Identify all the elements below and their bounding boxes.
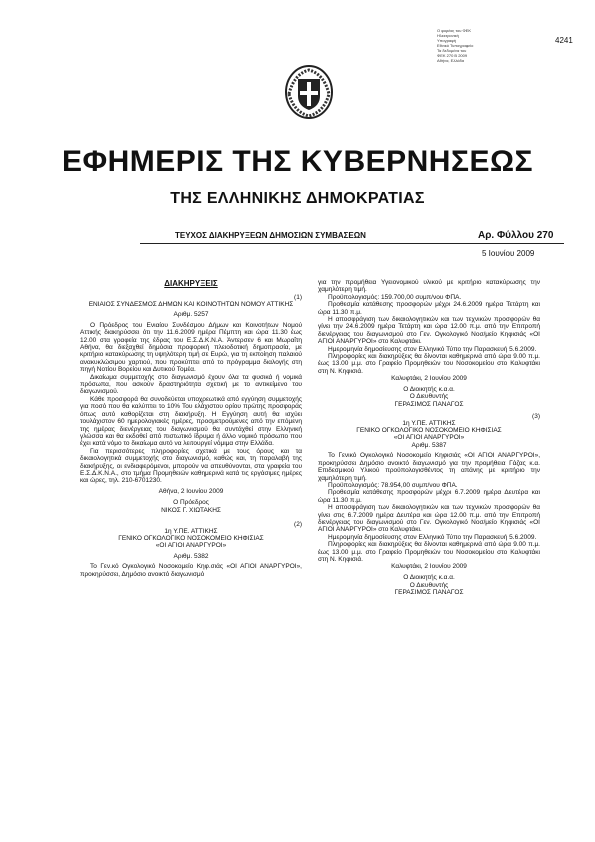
paragraph: Η αποσφράγιση των δικαιολογητικών και των τεχνικών προσφορών θα γίνει την 24.6.2009 ημέρα Τετάρτη και ώρα 12.00 π.μ. από την Επιτροπή διενέργειας του διαγωνισμού στο Γεν. Ογκολογικό Νοσ/μείο Κηφισιάς «ΟΙ ΑΓΙΟΙ ΑΝΑΡΓΥΡΟΙ» στο Καλυφτάκι.: [318, 316, 540, 346]
item-number: (1): [294, 294, 302, 301]
reference-number: Αριθμ. 5257: [173, 311, 209, 319]
coat-of-arms-emblem: [284, 64, 334, 120]
paragraph: Ημερομηνία δημοσίευσης στον Ελληνικό Τύπο την Παρασκευή 5.6.2009.: [328, 345, 537, 353]
reference-number: Αριθμ. 5382: [173, 552, 209, 560]
right-column: [318, 279, 540, 597]
signature-role: Ο Διοικητής κ.α.α.: [403, 385, 455, 393]
gazette-title: ΕΦΗΜΕΡΙΣ ΤΗΣ ΚΥΒΕΡΝΗΣΕΩΣ: [61, 145, 534, 178]
sheet-number: Αρ. Φύλλου 270: [478, 230, 554, 241]
organization-name: «ΟΙ ΑΓΙΟΙ ΑΝΑΡΓΥΡΟΙ»: [155, 542, 227, 550]
signature-role: Ο Διευθυντής: [409, 581, 449, 589]
signature-role: Ο Διευθυντής: [409, 393, 449, 401]
organization-name: ΕΝΙΑΙΟΣ ΣΥΝΔΕΣΜΟΣ ΔΗΜΩΝ ΚΑΙ ΚΟΙΝΟΤΗΤΩΝ ΝΟΜΟΥ ΑΤΤΙΚΗΣ: [88, 301, 294, 308]
signature-place-date: Αθήνα, 2 Ιουνίου 2009: [158, 487, 224, 495]
paragraph: Για περισσότερες πληροφορίες σχετικά με τους όρους και τα δικαιολογητικά συμμετοχής στο διαγωνισμό, καθώς και, τη παραλαβή της διακήρυξης, οι ενδιαφερόμενοι, μπορούν να απευθύνονται, στα γραφεία του Ε.Σ.Δ.Κ.Ν.Α., στο τμήμα Προμηθειών καθημερινά κατά τις εργάσιμες ημέρες και ώρες, τηλ. 210-6701230.: [80, 447, 302, 485]
paragraph: Ο Πρόεδρος του Ενιαίου Συνδέσμου Δήμων και Κοινοτήτων Νομού Αττικής διακηρύσσει ότι την 11.6.2009 ημέρα Πέμπτη και ώρα 11.30 έως 12.00 στα γραφεία της έδρας του Ε.Σ.Δ.Κ.Ν.Α. Άντερσεν 6 και Μωραΐτη Αθήνα, θα διεξαχθεί δημόσια προφορική πλειοδοτική δημοπρασία, με κριτήριο κατακύρωσης τη υψηλότερη τιμή σε Ευρώ, για τη εκποίηση παλαιού ανακυκλώσιμου χαρτιού, που προκύπτει από το πρόγραμμα διαλογής στη πηγή Νοτίου Βορείου και Δυτικού Τομέα.: [80, 321, 302, 374]
item-number: (2): [294, 520, 302, 528]
left-column: [80, 279, 302, 578]
paragraph: Το Γεν.κό Ογκολογικό Νοσοκομείο Κηφ.σιάς «ΟΙ ΑΓΙΟΙ ΑΝΑΡΓΥΡΟΙ», προκηρύσσει, Δημόσιο ανοικτό διαγωνισμό: [80, 563, 302, 578]
paragraph: Ημερομηνία δημοσίευσης στον Ελληνικό Τύπο την Παρασκευή 5.6.2009.: [328, 533, 537, 541]
header-rule: [140, 243, 564, 244]
issue-date: 5 Ιουνίου 2009: [482, 249, 535, 258]
organization-name: ΓΕΝΙΚΟ ΟΓΚΟΛΟΓΙΚΟ ΝΟΣΟΚΟΜΕΙΟ ΚΗΦΙΣΙΑΣ: [356, 427, 502, 435]
paragraph: Προθεσμία κατάθεσης προσφορών μέχρι 24.6.2009 ημέρα Τετάρτη και ώρα 11.30 π.μ.: [318, 301, 540, 316]
reference-number: Αριθμ. 5387: [411, 441, 447, 449]
signature-name: ΓΕΡΑΣΙΜΟΣ ΠΑΝΑΓΟΣ: [394, 401, 464, 409]
organization-name: «ΟΙ ΑΓΙΟΙ ΑΝΑΡΓΥΡΟΙ»: [393, 434, 465, 442]
signature-place-date: Καλυφτάκι, 2 Ιουνίου 2009: [391, 375, 467, 383]
signature-role: Ο Πρόεδρος: [173, 499, 209, 507]
signature-name: ΝΙΚΟΣ Γ. ΧΙΩΤΑΚΗΣ: [161, 506, 221, 514]
organization-name: 1η Υ.ΠΕ. ΑΤΤΙΚΗΣ: [402, 419, 456, 427]
item-number: (3): [532, 412, 540, 420]
signature-place-date: Καλυφτάκι, 2 Ιουνίου 2009: [391, 563, 467, 571]
paragraph: για την προμήθεια Υγειονομικού υλικού με κριτήριο κατακύρωσης την χαμηλότερη τιμή.: [318, 279, 540, 294]
paragraph: Πληροφορίες και διακηρύξεις θα δίνονται καθημερινά από ώρα 9.00 π.μ. έως 13.00 μ.μ. στο Γραφείο Προμηθειών του Νοσοκομείου στο Καλυφτάκι στη Ν. Κηφισιά.: [318, 541, 540, 563]
paragraph: Το Γενικό Ογκολογικό Νοσοκομείο Κηφισιάς «ΟΙ ΑΓΙΟΙ ΑΝΑΡΓΥΡΟΙ», προκηρύσσει Δημόσιο ανοικτό διαγωνισμό για την προμήθεια Γάζας κ.α. Επιδεσμικού Υλικού προϋπολογισθέντος τη απάνης με κριτήριο την χαμηλότερη τιμή.: [318, 452, 540, 482]
digital-signature-stamp: Ο φορέας του ΦΕΚ Ηλεκτρονική Υπογραφή Εθνικό Τυπογραφείο Τα δεδομένα του ΦΕΚ 270 Β 2009 Αθήνα, Ελλάδα: [437, 28, 474, 63]
gazette-subtitle: ΤΗΣ ΕΛΛΗΝΙΚΗΣ ΔΗΜΟΚΡΑΤΙΑΣ: [170, 190, 425, 207]
section-title: ΔΙΑΚΗΡΥΞΕΙΣ: [164, 279, 218, 288]
paragraph: Προϋπολογισμός: 78.954,00 συμπ/νου ΦΠΑ.: [328, 481, 458, 489]
signature-role: Ο Διοικητής κ.α.α.: [403, 573, 455, 581]
paragraph: Δικαίωμα συμμετοχής στο διαγωνισμό έχουν όλα τα φυσικά ή νομικά πρόσωπα, που ασκούν δραστηριότητα σχετική με το αντικείμενο του διαγωνισμού.: [80, 373, 302, 396]
page-number: 4241: [555, 36, 573, 45]
issue-label: ΤΕΥΧΟΣ ΔΙΑΚΗΡΥΞΕΩΝ ΔΗΜΟΣΙΩΝ ΣΥΜΒΑΣΕΩΝ: [175, 231, 366, 240]
signature-name: ΓΕΡΑΣΙΜΟΣ ΠΑΝΑΓΟΣ: [394, 589, 464, 597]
paragraph: Κάθε προσφορά θα συνοδεύεται υποχρεωτικά από εγγύηση συμμετοχής για ποσό που θα καλύπτει το 10% Του ελάχιστου ορίου πρώτης προσφοράς όπως αυτό καθορίζεται στη διακήρυξη. Η Εγγύηση αυτή θα ισχύει τουλάχιστον 60 ημερολογιακές ημέρες, προσμετρούμενες από την επόμενη της ημέρας διενέργειας του διαγωνισμού θα συντάχθεί στην Ελληνική γλώσσα και θα εκδοθεί από πιστωτικό ίδρυμα ή άλλο νομικό πρόσωπο που έχει κατά νόμο το δικαίωμα αυτό να λειτουργεί νόμιμα στην Ελλάδα.: [80, 395, 302, 448]
paragraph: Η αποσφράγιση των δικαιολογητικών και των τεχνικών προσφορών θα γίνει στις 6.7.2009 ημέρα Δευτέρα και ώρα 12.00 π.μ. από την Επιτροπή διενέργειας του διαγωνισμού στο Γεν. Ογκολογικό Νοσ/μείο Κηφισιάς «ΟΙ ΑΓΙΟΙ ΑΝΑΡΓΥΡΟΙ» στο Καλυφτάκι.: [318, 504, 540, 534]
paragraph: Προϋπολογισμός: 159.700,00 συμπ/νου ΦΠΑ.: [328, 293, 462, 301]
paragraph: Πληροφορίες και διακηρύξεις θα δίνονται καθημερινά από ώρα 9.00 π.μ. έως 13.00 μ.μ. στο Γραφείο Προμηθειών του Νοσοκομείου στο Καλυφτάκι στη Ν. Κηφισιά.: [318, 353, 540, 375]
organization-name: ΓΕΝΙΚΟ ΟΓΚΟΛΟΓΙΚΟ ΝΟΣΟΚΟΜΕΙΟ ΚΗΦΙΣΙΑΣ: [118, 534, 264, 542]
organization-name: 1η Υ.ΠΕ. ΑΤΤΙΚΗΣ: [164, 527, 218, 535]
paragraph: Προθεσμία κατάθεσης προσφορών μέχρι 6.7.2009 ημέρα Δευτέρα και ώρα 11.30 π.μ.: [318, 489, 540, 504]
